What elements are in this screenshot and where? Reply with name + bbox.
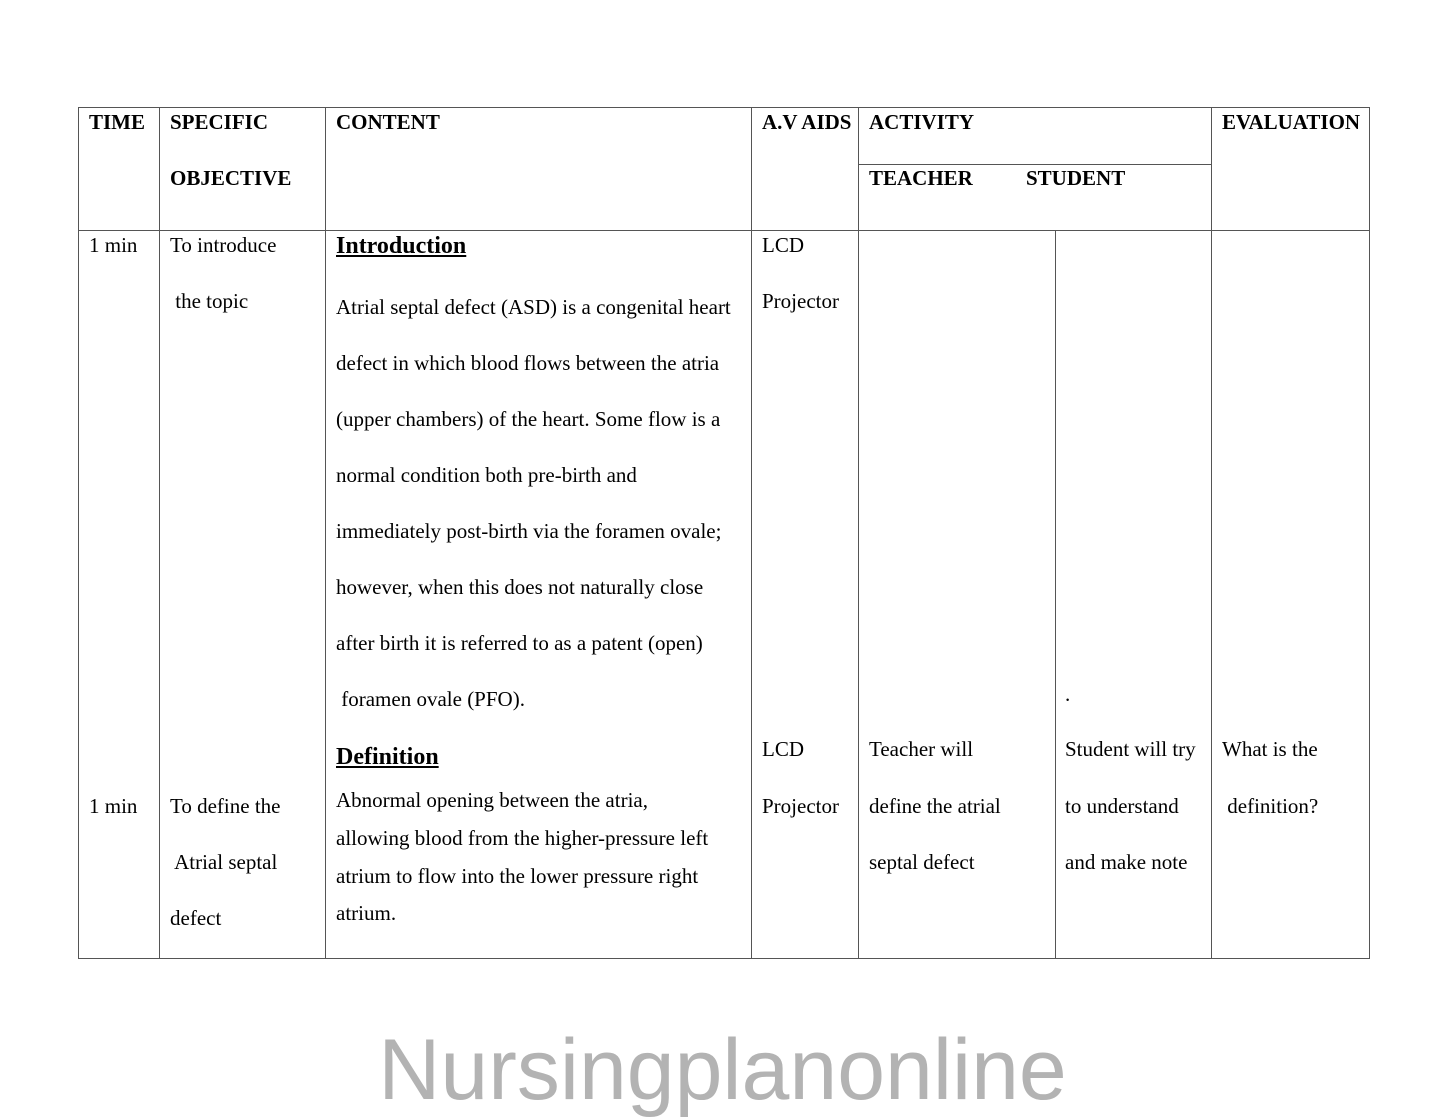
column-divider [159, 108, 160, 959]
row1-content-line: immediately post-birth via the foramen ovale; [336, 519, 722, 543]
column-divider [325, 108, 326, 959]
header-objective: OBJECTIVE [170, 166, 292, 190]
activity-subheader-divider [858, 164, 1211, 165]
row2-objective-line: To define the [170, 794, 281, 818]
header-row-divider [79, 230, 1369, 231]
row2-student-line: and make note [1065, 850, 1188, 874]
row2-av-aid: Projector [762, 794, 839, 818]
row2-teacher-line: septal defect [869, 850, 975, 874]
header-evaluation: EVALUATION [1222, 110, 1361, 134]
column-divider [751, 108, 752, 959]
row1-content-line: Atrial septal defect (ASD) is a congenital heart [336, 295, 731, 319]
row1-student-mark: . [1065, 682, 1071, 706]
row2-objective-line: defect [170, 906, 222, 930]
watermark-text: Nursingplanonline [378, 1022, 1067, 1118]
header-specific: SPECIFIC [170, 110, 269, 134]
header-activity: ACTIVITY [869, 110, 975, 134]
column-divider [1211, 108, 1212, 959]
row2-av-aid: LCD [762, 737, 804, 761]
header-teacher: TEACHER [869, 166, 973, 190]
column-divider [1055, 230, 1056, 959]
row1-objective-line: To introduce [170, 233, 277, 257]
row1-time: 1 min [89, 233, 138, 257]
row1-content-line: after birth it is referred to as a patent (open) [336, 631, 703, 655]
row2-content-line: atrium. [336, 901, 397, 925]
row2-student-line: Student will try [1065, 737, 1196, 761]
row2-evaluation-line: definition? [1222, 794, 1319, 818]
row2-content-line: Abnormal opening between the atria, [336, 788, 648, 812]
row2-content-line: allowing blood from the higher-pressure left [336, 826, 709, 850]
row1-av-aid: LCD [762, 233, 804, 257]
row1-content-line: however, when this does not naturally close [336, 575, 704, 599]
header-content: CONTENT [336, 110, 440, 134]
row1-content-line: defect in which blood flows between the atria [336, 351, 720, 375]
row2-teacher-line: Teacher will [869, 737, 974, 761]
row1-objective-line: the topic [170, 289, 249, 313]
header-student: STUDENT [1026, 166, 1126, 190]
definition-heading: Definition [336, 744, 439, 770]
row1-content-line: foramen ovale (PFO). [336, 687, 525, 711]
header-time: TIME [89, 110, 146, 134]
lesson-plan-table [78, 107, 1370, 959]
row2-evaluation-line: What is the [1222, 737, 1318, 761]
header-av-aids: A.V AIDS [762, 110, 852, 134]
row2-objective-line: Atrial septal [170, 850, 278, 874]
row1-av-aid: Projector [762, 289, 839, 313]
row2-teacher-line: define the atrial [869, 794, 1001, 818]
row2-content-line: atrium to flow into the lower pressure right [336, 864, 699, 888]
introduction-heading: Introduction [336, 233, 467, 259]
row2-time: 1 min [89, 794, 138, 818]
column-divider [858, 108, 859, 959]
row2-student-line: to understand [1065, 794, 1179, 818]
row1-content-line: (upper chambers) of the heart. Some flow is a [336, 407, 721, 431]
row1-content-line: normal condition both pre-birth and [336, 463, 637, 487]
